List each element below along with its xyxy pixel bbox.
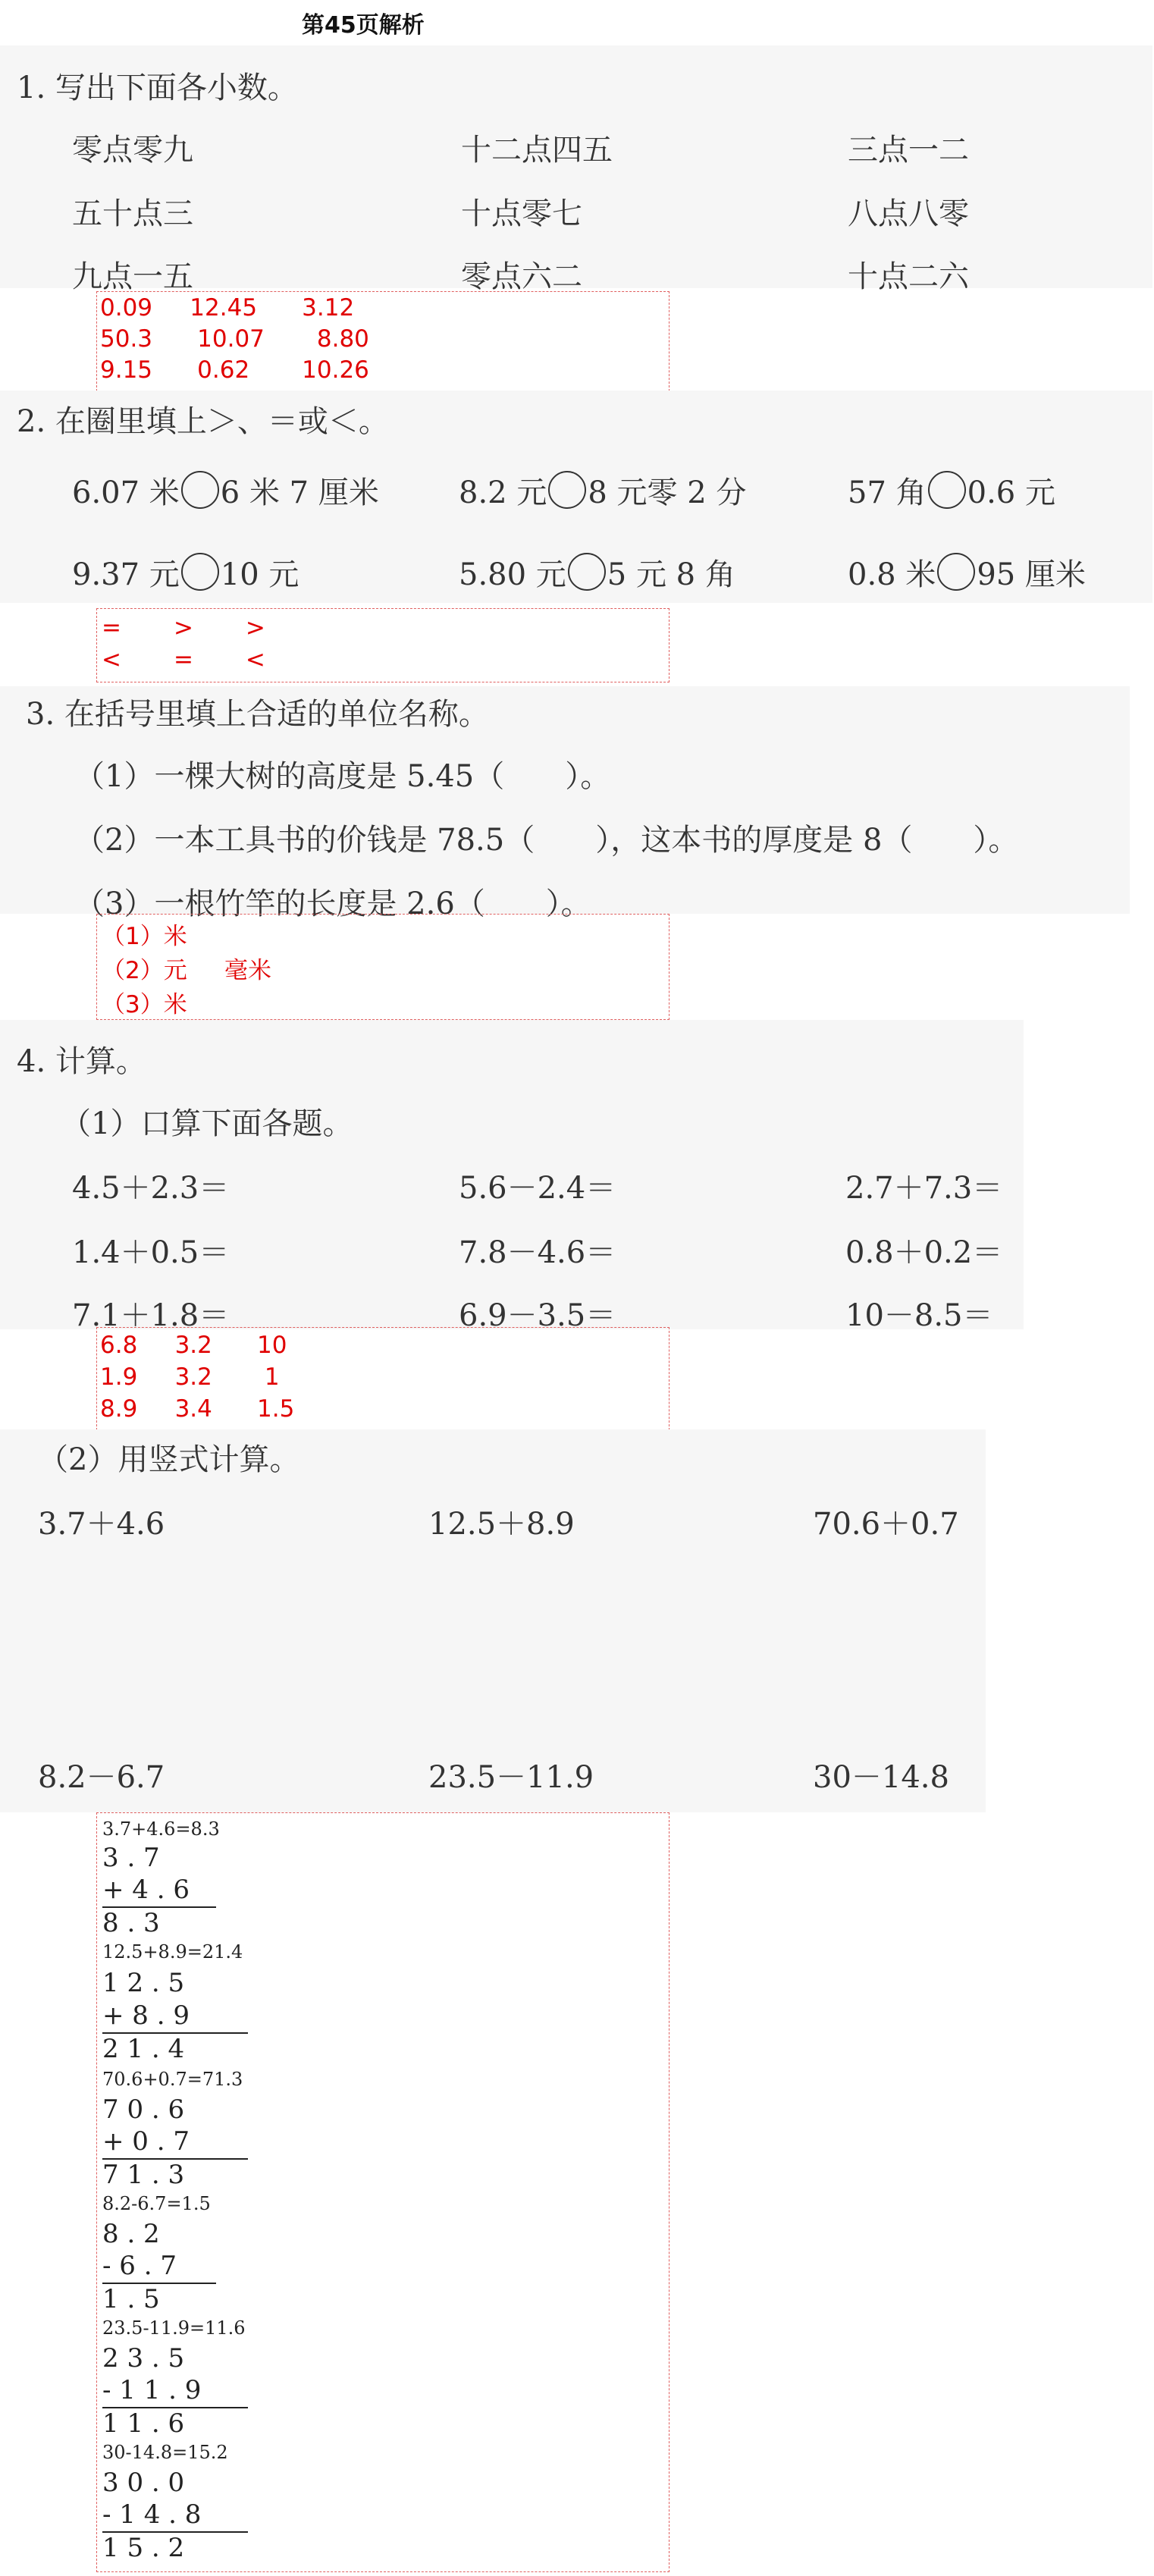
vertical-row: - 1 4 . 8 [102, 2499, 202, 2530]
compare-circle [548, 471, 586, 509]
q2-answer-line: = > > [102, 614, 265, 642]
compare-circle [181, 471, 219, 509]
q1-item: 零点零九 [72, 133, 193, 168]
vertical-equation: 23.5-11.9=11.6 [102, 2317, 246, 2339]
oral-problem: 7.8－4.6＝ [459, 1235, 616, 1270]
q2-left: 6.07 米 [72, 475, 180, 510]
vertical-equation: 3.7+4.6=8.3 [102, 1818, 220, 1840]
q3-text: ）。 [973, 823, 1019, 858]
q1-answer-line: 9.15 0.62 10.26 [100, 356, 369, 384]
q3-prompt: 3. 在括号里填上合适的单位名称。 [26, 697, 489, 732]
compare-circle [937, 553, 975, 591]
vertical-row: + 4 . 6 [102, 1875, 190, 1905]
oral-problem: 10－8.5＝ [845, 1298, 993, 1333]
page-title: 第45页解析 [302, 12, 425, 39]
oral-problem: 7.1＋1.8＝ [72, 1298, 230, 1333]
q4-sub1: （1）口算下面各题。 [61, 1106, 353, 1141]
vertical-row: 2 3 . 5 [102, 2343, 185, 2374]
q2-item [848, 469, 1055, 512]
vertical-row: 2 1 . 4 [102, 2034, 185, 2064]
q1-item: 零点六二 [461, 259, 582, 294]
q3-text: ）。 [565, 759, 611, 794]
q2-right: 6 米 7 厘米 [220, 475, 379, 510]
q2-right: 5 元 8 角 [607, 557, 735, 592]
q2-item [459, 551, 735, 594]
q2-item [459, 469, 746, 512]
vertical-equation: 70.6+0.7=71.3 [102, 2069, 243, 2090]
vertical-row: 3 0 . 0 [102, 2468, 185, 2498]
q3-text: ）。 [545, 886, 591, 921]
q2-right: 10 元 [220, 557, 299, 592]
q2-answer-line: < = < [102, 646, 265, 673]
q1-item: 三点一二 [848, 133, 969, 168]
oral-problem: 4.5＋2.3＝ [72, 1171, 230, 1206]
vertical-row: + 0 . 7 [102, 2126, 190, 2157]
q3-text: ），这本书的厚度是 8（ [595, 823, 913, 858]
vertical-row: 1 2 . 5 [102, 1968, 185, 1998]
oral-problem: 1.4＋0.5＝ [72, 1235, 230, 1270]
q3-item [74, 752, 610, 795]
q4-prompt: 4. 计算。 [17, 1044, 146, 1079]
q2-left: 8.2 元 [459, 475, 547, 510]
q1-item: 十点零七 [461, 196, 582, 231]
q2-right: 0.6 元 [967, 475, 1055, 510]
vertical-row: 7 1 . 3 [102, 2160, 185, 2190]
vertical-row: 1 . 5 [102, 2284, 160, 2314]
vertical-problem: 8.2－6.7 [38, 1760, 165, 1795]
vertical-equation: 30-14.8=15.2 [102, 2442, 228, 2463]
q1-item: 十点二六 [848, 259, 969, 294]
q4-oral-answer-line: 6.8 3.2 10 [100, 1332, 287, 1359]
vertical-row: + 8 . 9 [102, 2000, 190, 2031]
vertical-equation: 12.5+8.9=21.4 [102, 1941, 243, 1963]
vertical-problem: 30－14.8 [813, 1760, 949, 1795]
vertical-problem: 3.7＋4.6 [38, 1507, 165, 1542]
q2-right: 95 厘米 [977, 557, 1086, 592]
vertical-equation: 8.2-6.7=1.5 [102, 2193, 211, 2214]
oral-problem: 2.7＋7.3＝ [845, 1171, 1003, 1206]
q1-answer-line: 0.09 12.45 3.12 [100, 294, 355, 322]
q1-prompt: 1. 写出下面各小数。 [17, 71, 298, 105]
q4-sub2: （2）用竖式计算。 [38, 1442, 300, 1477]
vertical-problem: 23.5－11.9 [428, 1760, 594, 1795]
q3-answer-line: （2）元 毫米 [102, 957, 271, 984]
vertical-row: 3 . 7 [102, 1843, 160, 1873]
q1-item: 五十点三 [72, 196, 193, 231]
q1-item: 九点一五 [72, 259, 193, 294]
vertical-row: 1 5 . 2 [102, 2533, 185, 2563]
vertical-row: - 1 1 . 9 [102, 2375, 202, 2405]
q3-text: （3）一根竹竿的长度是 2.6（ [74, 886, 485, 921]
vertical-row: 7 0 . 6 [102, 2094, 185, 2125]
vertical-row: - 6 . 7 [102, 2251, 177, 2281]
q1-item: 十二点四五 [461, 133, 613, 168]
oral-problem: 6.9－3.5＝ [459, 1298, 616, 1333]
q3-text: （2）一本工具书的价钱是 78.5（ [74, 823, 535, 858]
q2-item [848, 551, 1086, 594]
q4-oral-answer-line: 1.9 3.2 1 [100, 1363, 280, 1391]
q1-answer-line: 50.3 10.07 8.80 [100, 325, 369, 353]
q4-oral-answer-line: 8.9 3.4 1.5 [100, 1395, 295, 1423]
q2-prompt: 2. 在圈里填上＞、＝或＜。 [17, 404, 389, 439]
q2-item [72, 551, 299, 594]
vertical-row: 8 . 3 [102, 1908, 160, 1938]
vertical-problem: 12.5＋8.9 [428, 1507, 575, 1542]
q2-item [72, 469, 379, 512]
compare-circle [928, 471, 966, 509]
vertical-row: 8 . 2 [102, 2219, 160, 2249]
compare-circle [181, 553, 219, 591]
q2-left: 57 角 [848, 475, 927, 510]
q2-right: 8 元零 2 分 [588, 475, 747, 510]
vertical-row: 1 1 . 6 [102, 2408, 185, 2439]
vertical-problem: 70.6＋0.7 [813, 1507, 959, 1542]
q1-item: 八点八零 [848, 196, 969, 231]
q3-answer-line: （1）米 [102, 923, 187, 950]
oral-problem: 0.8＋0.2＝ [845, 1235, 1003, 1270]
q2-left: 5.80 元 [459, 557, 566, 592]
q2-left: 9.37 元 [72, 557, 180, 592]
oral-problem: 5.6－2.4＝ [459, 1171, 616, 1206]
q3-text: （1）一棵大树的高度是 5.45（ [74, 759, 505, 794]
compare-circle [568, 553, 606, 591]
q2-left: 0.8 米 [848, 557, 936, 592]
q3-item [74, 816, 1018, 859]
q3-answer-line: （3）米 [102, 991, 187, 1018]
